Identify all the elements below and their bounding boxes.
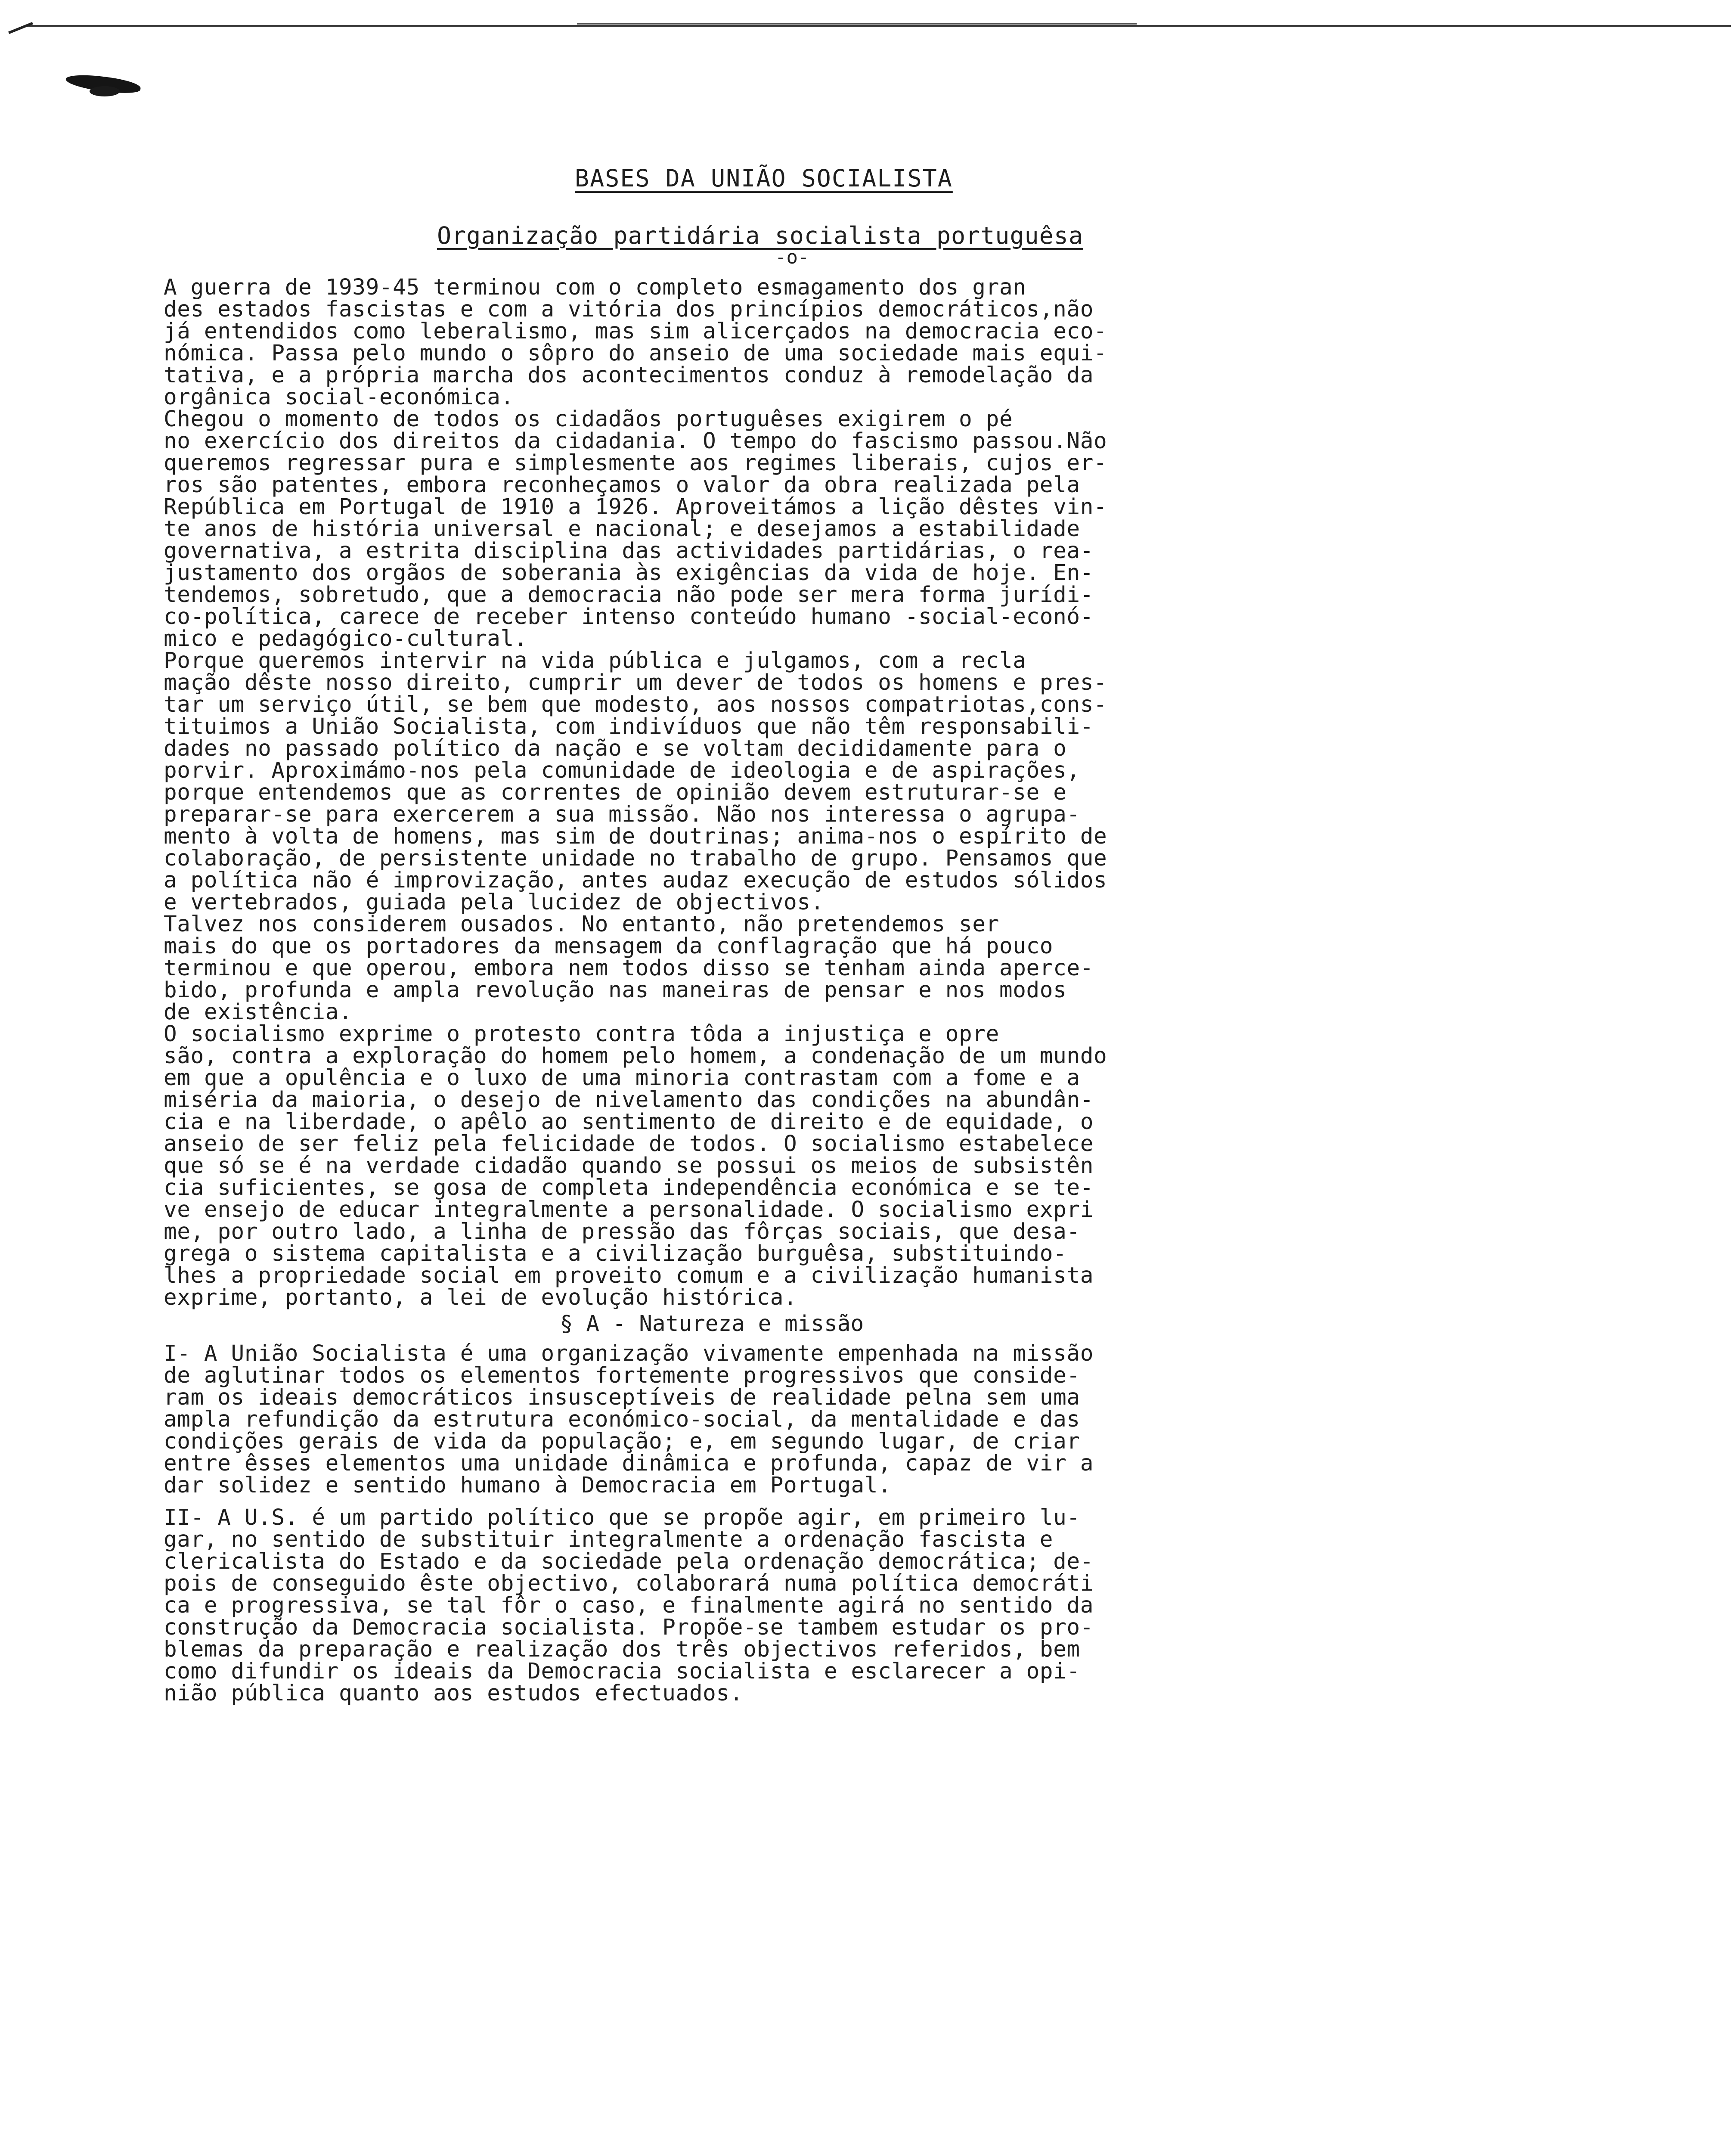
text-line: A guerra de 1939-45 terminou com o completo esmagamento dos gran	[164, 275, 1026, 300]
text-line: grega o sistema capitalista e a civilização burguêsa, substituindo-	[164, 1241, 1067, 1266]
text-line: des estados fascistas e com a vitória dos princípios democráticos,não	[164, 297, 1094, 322]
text-line: Chegou o momento de todos os cidadãos portuguêses exigirem o pé	[164, 406, 1013, 432]
top-border-line	[26, 25, 1731, 27]
numbered-item-two	[164, 1507, 1464, 1704]
text-line: anseio de ser feliz pela felicidade de todos. O socialismo estabelece	[164, 1131, 1094, 1157]
text-line: Porque queremos intervir na vida pública e julgamos, com a recla	[164, 648, 1026, 673]
text-line: cia e na liberdade, o apêlo ao sentimento de direito e de equidade, o	[164, 1109, 1094, 1135]
text-line: I- A União Socialista é uma organização vivamente empenhada na missão	[164, 1341, 1094, 1366]
paragraph-message	[164, 913, 1464, 1023]
text-line: mais do que os portadores da mensagem da conflagração que há pouco	[164, 934, 1054, 959]
text-line: preparar-se para exercerem a sua missão. Não nos interessa o agrupa-	[164, 802, 1080, 827]
text-line: mação dêste nosso direito, cumprir um dever de todos os homens e pres-	[164, 670, 1107, 695]
text-line: tituimos a União Socialista, com indivíduos que não têm responsabili-	[164, 714, 1094, 739]
text-line: bido, profunda e ampla revolução nas maneiras de pensar e nos modos	[164, 977, 1067, 1003]
text-line: dades no passado político da nação e se voltam decididamente para o	[164, 736, 1067, 761]
text-line: governativa, a estrita disciplina das actividades partidárias, o rea-	[164, 538, 1094, 564]
document-subtitle: Organização partidária socialista portuguêsa	[437, 222, 1083, 249]
text-line: ca e progressiva, se tal fôr o caso, e finalmente agirá no sentido da	[164, 1593, 1094, 1618]
text-line: cia suficientes, se gosa de completa independência económica e se te-	[164, 1175, 1094, 1201]
text-line: tendemos, sobretudo, que a democracia não pode ser mera forma jurídi-	[164, 582, 1094, 608]
text-line: a política não é improvização, antes audaz execução de estudos sólidos	[164, 868, 1107, 893]
text-line: colaboração, de persistente unidade no trabalho de grupo. Pensamos que	[164, 846, 1107, 871]
text-line: que só se é na verdade cidadão quando se possui os meios de subsistên	[164, 1153, 1094, 1179]
paragraph-socialism	[164, 1023, 1464, 1309]
text-line: de aglutinar todos os elementos fortemente progressivos que conside-	[164, 1363, 1080, 1388]
text-line: são, contra a exploração do homem pelo homem, a condenação de um mundo	[164, 1043, 1107, 1069]
text-line: nião pública quanto aos estudos efectuados.	[164, 1681, 744, 1706]
text-line: de existência.	[164, 999, 353, 1025]
text-line: construção da Democracia socialista. Propõe-se tambem estudar os pro-	[164, 1615, 1094, 1640]
section-heading: § A - Natureza e missão	[560, 1311, 864, 1337]
text-line: blemas da preparação e realização dos três objectivos referidos, bem	[164, 1637, 1080, 1662]
document-title: BASES DA UNIÃO SOCIALISTA	[575, 164, 953, 192]
text-line: dar solidez e sentido humano à Democracia em Portugal.	[164, 1473, 892, 1498]
text-line: tativa, e a própria marcha dos acontecimentos conduz à remodelação da	[164, 363, 1094, 388]
text-line: ros são patentes, embora reconheçamos o valor da obra realizada pela	[164, 472, 1080, 498]
text-line: exprime, portanto, a lei de evolução histórica.	[164, 1285, 797, 1310]
text-line: ram os ideais democráticos insusceptíveis de realidade pelna sem uma	[164, 1385, 1080, 1410]
text-line: porvir. Aproximámo-nos pela comunidade de ideologia e de aspirações,	[164, 758, 1080, 783]
text-line: gar, no sentido de substituir integralmente a ordenação fascista e	[164, 1527, 1054, 1552]
text-line: condições gerais de vida da população; e, em segundo lugar, de criar	[164, 1429, 1080, 1454]
text-line: miséria da maioria, o desejo de nivelamento das condições na abundân-	[164, 1087, 1094, 1113]
text-line: como difundir os ideais da Democracia socialista e esclarecer a opi-	[164, 1659, 1080, 1684]
text-line: nómica. Passa pelo mundo o sôpro do anseio de uma sociedade mais equi-	[164, 341, 1107, 366]
text-line: entre êsses elementos uma unidade dinâmica e profunda, capaz de vir a	[164, 1451, 1094, 1476]
text-line: II- A U.S. é um partido político que se propõe agir, em primeiro lu-	[164, 1505, 1080, 1530]
text-line: pois de conseguido êste objectivo, colaborará numa política democráti	[164, 1571, 1094, 1596]
text-line: justamento dos orgãos de soberania às exigências da vida de hoje. En-	[164, 560, 1094, 586]
text-line: em que a opulência e o luxo de uma minoria contrastam com a fome e a	[164, 1065, 1080, 1091]
text-line: porque entendemos que as correntes de opinião devem estruturar-se e	[164, 780, 1067, 805]
text-line: tar um serviço útil, se bem que modesto, aos nossos compatriotas,cons-	[164, 692, 1107, 717]
text-line: queremos regressar pura e simplesmente aos regimes liberais, cujos er-	[164, 450, 1107, 476]
text-line: ampla refundição da estrutura económico-social, da mentalidade e das	[164, 1407, 1080, 1432]
top-border-dash	[577, 23, 1137, 25]
text-line: orgânica social-económica.	[164, 385, 514, 410]
text-line: já entendidos como leberalismo, mas sim alicerçados na democracia eco-	[164, 319, 1107, 344]
text-line: e vertebrados, guiada pela lucidez de objectivos.	[164, 890, 824, 915]
text-line: lhes a propriedade social em proveito comum e a civilização humanista	[164, 1263, 1094, 1288]
corner-mark	[8, 22, 33, 34]
text-line: co-política, carece de receber intenso conteúdo humano -social-econó-	[164, 604, 1094, 630]
ink-smudge-secondary	[90, 86, 120, 96]
text-line: Talvez nos considerem ousados. No entanto, não pretendemos ser	[164, 912, 999, 937]
text-line: clericalista do Estado e da sociedade pela ordenação democrática; de-	[164, 1549, 1094, 1574]
text-line: ve ensejo de educar integralmente a personalidade. O socialismo expri	[164, 1197, 1094, 1222]
paragraph-moment	[164, 408, 1464, 650]
text-line: República em Portugal de 1910 a 1926. Aproveitámos a lição dêstes vin-	[164, 494, 1107, 520]
text-line: mento à volta de homens, mas sim de doutrinas; anima-nos o espírito de	[164, 824, 1107, 849]
text-line: no exercício dos direitos da cidadania. O tempo do fascismo passou.Não	[164, 428, 1107, 454]
text-line: mico e pedagógico-cultural.	[164, 626, 528, 651]
paragraph-intro	[164, 276, 1464, 408]
text-line: O socialismo exprime o protesto contra tôda a injustiça e opre	[164, 1021, 999, 1047]
paragraph-intervention	[164, 650, 1464, 913]
text-line: te anos de história universal e nacional; e desejamos a estabilidade	[164, 516, 1080, 542]
numbered-item-one	[164, 1343, 1464, 1496]
divider-mark: -o-	[775, 246, 809, 268]
text-line: me, por outro lado, a linha de pressão das fôrças sociais, que desa-	[164, 1219, 1080, 1244]
document-body	[164, 276, 1464, 1704]
text-line: terminou e que operou, embora nem todos disso se tenham ainda aperce-	[164, 956, 1094, 981]
